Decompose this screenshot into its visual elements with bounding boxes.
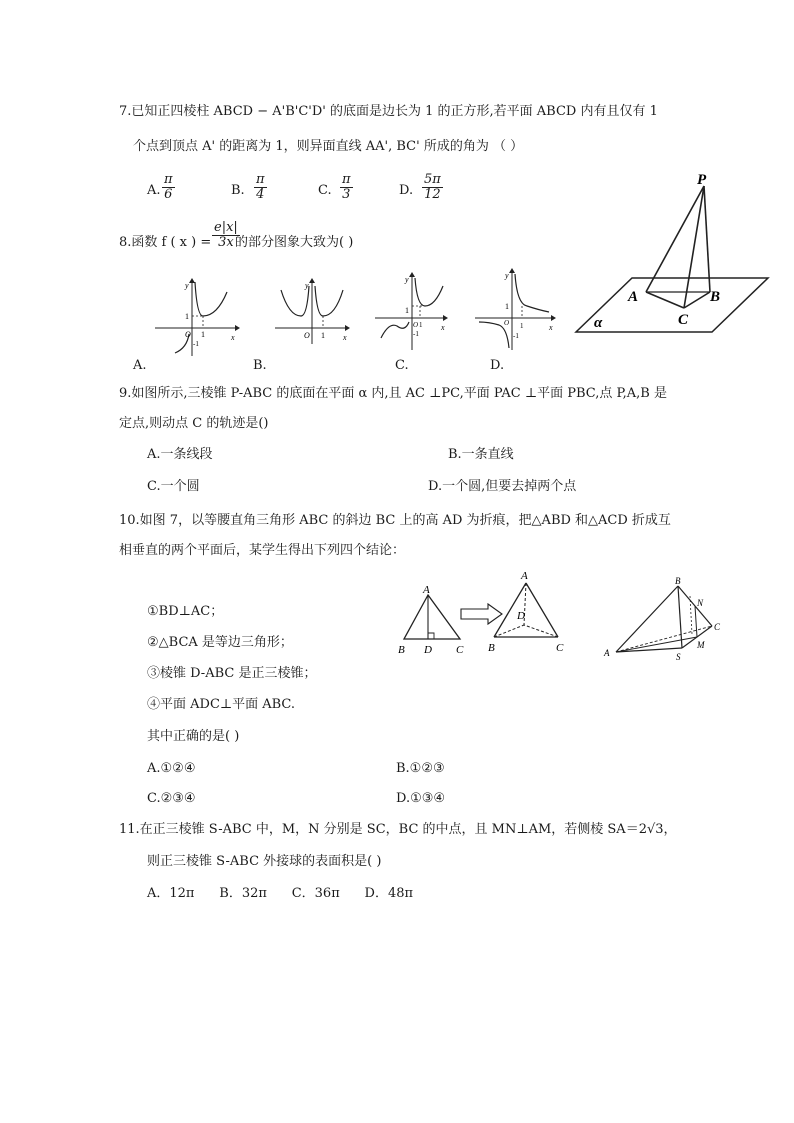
q8-graph-c-label: C. bbox=[395, 358, 409, 373]
q11-fig-c: C bbox=[714, 622, 721, 632]
q7-option-b-label: B. bbox=[231, 183, 245, 198]
q9-option-c[interactable]: C.一个圆 bbox=[147, 479, 200, 494]
q8-graph-b-tick1: 1 bbox=[321, 331, 325, 340]
q10-line1: 10.如图 7，以等腰直角三角形 ABC 的斜边 BC 上的高 AD 为折痕，把△ABD 和△ACD 折成互 bbox=[119, 513, 671, 528]
q8-graph-c-y: y bbox=[405, 275, 409, 284]
q8-graph-b-x: x bbox=[343, 333, 347, 342]
q8-fraction: $\frac{e|x|}{3x}$ bbox=[214, 220, 238, 250]
q8-graph-c-origin: O bbox=[413, 321, 419, 329]
q9-label-b: B bbox=[710, 289, 721, 305]
q10-fig1-b: B bbox=[398, 644, 405, 656]
q9-label-alpha: α bbox=[594, 315, 603, 331]
q7-option-d-label: D. bbox=[399, 183, 414, 198]
q11-fig-b: B bbox=[675, 576, 681, 586]
q10-option-b[interactable]: B.①②③ bbox=[396, 761, 445, 776]
q8-graph-d-tick1x: 1 bbox=[520, 322, 524, 330]
q8-graph-d[interactable] bbox=[475, 268, 557, 352]
q8-graph-c[interactable] bbox=[375, 272, 450, 352]
q10-item-2: ②△BCA 是等边三角形； bbox=[147, 635, 293, 650]
q8-graph-b-y: y bbox=[305, 281, 309, 290]
q9-label-p: P bbox=[697, 172, 707, 188]
q11-fig-a: A bbox=[604, 648, 610, 658]
q8-graph-a-tick1x: 1 bbox=[201, 330, 205, 339]
q7-line2: 个点到顶点 A' 的距离为 1，则异面直线 AA', BC' 所成的角为 （ ） bbox=[133, 139, 524, 154]
q11-line1: 11.在正三棱锥 S-ABC 中，M，N 分别是 SC，BC 的中点，且 MN⊥AM，若侧棱 SA＝2√3， bbox=[119, 822, 677, 837]
q11-options[interactable]: A．12π B．32π C．36π D．48π bbox=[147, 886, 414, 901]
q10-item-4: ④平面 ADC⊥平面 ABC. bbox=[147, 697, 296, 712]
q7-line1: 7.已知正四棱柱 ABCD − A'B'C'D' 的底面是边长为 1 的正方形,若平面 ABCD 内有且仅有 1 bbox=[119, 104, 658, 119]
q8-graph-a-tickneg: -1 bbox=[193, 340, 199, 348]
q8-graph-b[interactable] bbox=[275, 278, 350, 348]
q7-option-d-fraction: $\frac{5\pi}{12}$ bbox=[424, 172, 441, 202]
q8-graph-d-origin: O bbox=[504, 319, 510, 327]
q11-figure-tetrahedron bbox=[602, 576, 728, 666]
q8-graph-a-x: x bbox=[231, 333, 235, 342]
q8-graph-b-origin: O bbox=[304, 331, 310, 340]
q10-fig1-d: D bbox=[424, 644, 432, 656]
q10-figure-folded bbox=[486, 569, 568, 655]
q9-option-d[interactable]: D.一个圆,但要去掉两个点 bbox=[428, 479, 577, 494]
q8-graph-c-tick1: 1 bbox=[405, 306, 409, 315]
q11-fig-n: N bbox=[697, 598, 704, 608]
q8-graph-a-origin: O bbox=[185, 330, 191, 339]
q10-fig2-d: D bbox=[517, 610, 525, 622]
q8-graph-d-tick1: 1 bbox=[505, 302, 509, 311]
q7-option-a-fraction: $\frac{\pi}{6}$ bbox=[164, 172, 173, 202]
q7-option-a-label: A. bbox=[147, 183, 161, 198]
q8-prefix: 8.函数 f ( x ) = bbox=[119, 235, 212, 250]
q7-option-b-fraction: $\frac{\pi}{4}$ bbox=[256, 172, 265, 202]
q10-fig1-a: A bbox=[423, 584, 430, 596]
q10-fig1-c: C bbox=[456, 644, 464, 656]
q10-item-1: ①BD⊥AC； bbox=[147, 604, 224, 619]
q9-label-a: A bbox=[628, 289, 639, 305]
q10-fig2-c: C bbox=[556, 642, 564, 654]
q10-item-3: ③棱锥 D-ABC 是正三棱锥； bbox=[147, 666, 317, 681]
q9-label-c: C bbox=[678, 312, 689, 328]
q8-graph-d-y: y bbox=[505, 271, 509, 280]
q7-option-c-fraction: $\frac{\pi}{3}$ bbox=[342, 172, 351, 202]
q8-graph-b-label: B. bbox=[253, 358, 267, 373]
q8-graph-d-label: D. bbox=[490, 358, 505, 373]
q10-fig2-a: A bbox=[521, 570, 528, 582]
q11-line2: 则正三棱锥 S-ABC 外接球的表面积是( ) bbox=[147, 854, 382, 869]
q8-graph-c-tickneg: -1 bbox=[413, 330, 419, 338]
q10-fig2-b: B bbox=[488, 642, 495, 654]
q8-graph-a-tick1: 1 bbox=[185, 312, 189, 321]
q7-option-c-label: C. bbox=[318, 183, 332, 198]
q10-option-d[interactable]: D.①③④ bbox=[396, 791, 446, 806]
q8-graph-d-tickneg: -1 bbox=[513, 332, 519, 340]
q9-option-a[interactable]: A.一条线段 bbox=[147, 447, 213, 462]
q10-option-a[interactable]: A.①②④ bbox=[147, 761, 196, 776]
q8-graph-c-x: x bbox=[441, 323, 445, 332]
q9-line1: 9.如图所示,三棱锥 P-ABC 的底面在平面 α 内,且 AC ⊥PC,平面 PAC ⊥平面 PBC,点 P,A,B 是 bbox=[119, 386, 667, 401]
q8-graph-a-y: y bbox=[185, 281, 189, 290]
q11-fig-s: S bbox=[676, 652, 681, 662]
q8-graph-d-x: x bbox=[549, 323, 553, 332]
q8-graph-c-tick1x: 1 bbox=[419, 321, 423, 329]
q9-line2: 定点,则动点 C 的轨迹是() bbox=[119, 416, 269, 431]
q8-graph-a[interactable] bbox=[155, 278, 240, 356]
q11-fig-m: M bbox=[697, 640, 705, 650]
q9-figure bbox=[572, 168, 772, 338]
q8-graph-a-label: A. bbox=[133, 358, 147, 373]
q10-option-c[interactable]: C.②③④ bbox=[147, 791, 196, 806]
q10-line2: 相垂直的两个平面后，某学生得出下列四个结论： bbox=[119, 543, 406, 558]
q8-suffix: 的部分图象大致为( ) bbox=[235, 235, 354, 250]
q9-option-b[interactable]: B.一条直线 bbox=[448, 447, 514, 462]
q10-question: 其中正确的是( ) bbox=[147, 729, 240, 744]
